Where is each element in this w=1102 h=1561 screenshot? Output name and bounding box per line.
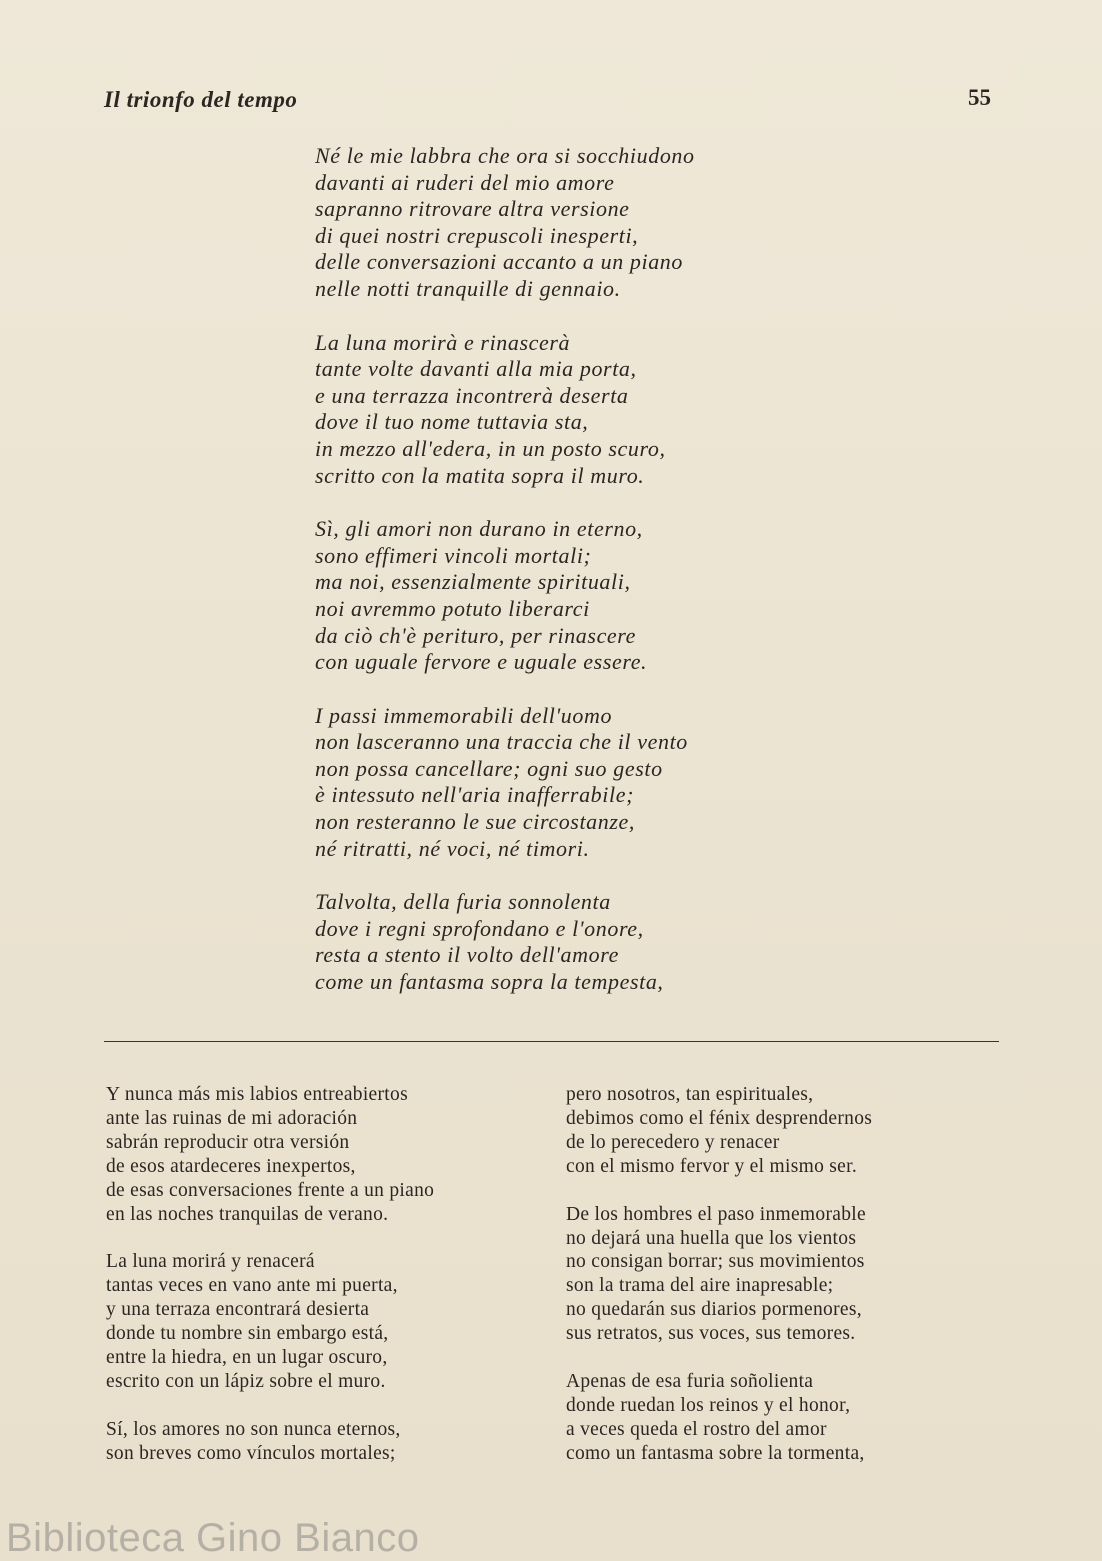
spanish-line: donde ruedan los reinos y el honor,	[566, 1394, 851, 1416]
spanish-line: en las noches tranquilas de verano.	[106, 1203, 389, 1225]
spanish-line: Sí, los amores no son nunca eternos,	[106, 1418, 401, 1440]
spanish-line: son breves como vínculos mortales;	[106, 1442, 396, 1464]
italian-line: sono effimeri vincoli mortali;	[315, 542, 592, 568]
italian-line: è intessuto nell'aria inafferrabile;	[315, 782, 634, 808]
italian-line: nelle notti tranquille di gennaio.	[315, 275, 621, 301]
spanish-translation-left-column	[106, 1083, 546, 1490]
italian-line: La luna morirà e rinascerà	[315, 329, 571, 355]
italian-line: non resteranno le sue circostanze,	[315, 809, 635, 835]
italian-line: Talvolta, della furia sonnolenta	[315, 889, 611, 915]
italian-line: noi avremmo potuto liberarci	[315, 595, 590, 621]
divider-rule	[104, 1041, 999, 1042]
spanish-line: de esos atardeceres inexpertos,	[106, 1155, 356, 1177]
italian-line: Né le mie labbra che ora si socchiudono	[315, 143, 695, 168]
spanish-line: con el mismo fervor y el mismo ser.	[566, 1155, 858, 1177]
italian-line: non lasceranno una traccia che il vento	[315, 729, 688, 755]
italian-line: di quei nostri crepuscoli inesperti,	[315, 222, 639, 248]
italian-line: Sì, gli amori non durano in eterno,	[315, 516, 643, 542]
spanish-stanza	[106, 1418, 546, 1466]
italian-line: non possa cancellare; ogni suo gesto	[315, 755, 663, 781]
italian-line: davanti ai ruderi del mio amore	[315, 169, 615, 195]
spanish-line: de lo perecedero y renacer	[566, 1131, 780, 1153]
spanish-translation-right-column	[566, 1083, 1006, 1490]
spanish-line: de esas conversaciones frente a un piano	[106, 1179, 435, 1201]
spanish-line: tantas veces en vano ante mi puerta,	[106, 1275, 398, 1297]
italian-line: come un fantasma sopra la tempesta,	[315, 969, 664, 995]
spanish-line: debimos como el fénix desprendernos	[566, 1107, 873, 1129]
spanish-stanza	[566, 1083, 1006, 1179]
running-title: Il trionfo del tempo	[104, 87, 298, 112]
italian-line: dove il tuo nome tuttavia sta,	[315, 409, 589, 435]
spanish-line: Y nunca más mis labios entreabiertos	[106, 1084, 408, 1105]
spanish-line: no dejará una huella que los vientos	[566, 1227, 857, 1249]
spanish-line: son la trama del aire inapresable;	[566, 1275, 834, 1297]
spanish-stanza	[106, 1250, 546, 1393]
library-watermark: Biblioteca Gino Bianco	[6, 1516, 420, 1560]
spanish-line: como un fantasma sobre la tormenta,	[566, 1442, 865, 1464]
spanish-line: escrito con un lápiz sobre el muro.	[106, 1370, 386, 1392]
italian-line: e una terrazza incontrerà deserta	[315, 382, 629, 408]
spanish-line: donde tu nombre sin embargo está,	[106, 1323, 389, 1345]
spanish-line: pero nosotros, tan espirituales,	[566, 1084, 814, 1105]
italian-line: scritto con la matita sopra il muro.	[315, 462, 645, 488]
italian-line: resta a stento il volto dell'amore	[315, 942, 619, 968]
spanish-line: entre la hiedra, en un lugar oscuro,	[106, 1347, 388, 1369]
italian-line: tante volte davanti alla mia porta,	[315, 356, 637, 382]
page-number: 55	[968, 85, 991, 110]
italian-line: delle conversazioni accanto a un piano	[315, 249, 684, 275]
italian-stanza	[315, 703, 915, 863]
spanish-line: Apenas de esa furia soñolienta	[566, 1371, 814, 1393]
italian-line: I passi immemorabili dell'uomo	[315, 702, 613, 728]
spanish-line: sus retratos, sus voces, sus temores.	[566, 1323, 856, 1345]
spanish-stanza	[106, 1083, 546, 1226]
italian-line: con uguale fervore e uguale essere.	[315, 649, 648, 675]
italian-line: da ciò ch'è perituro, per rinascere	[315, 622, 637, 648]
italian-line: dove i regni sprofondano e l'onore,	[315, 915, 644, 941]
italian-stanza	[315, 330, 915, 490]
spanish-line: y una terraza encontrará desierta	[106, 1299, 370, 1321]
italian-line: sapranno ritrovare altra versione	[315, 196, 630, 222]
spanish-line: no quedarán sus diarios pormenores,	[566, 1299, 862, 1321]
italian-poem	[315, 143, 915, 1023]
spanish-stanza	[566, 1370, 1006, 1466]
spanish-line: ante las ruinas de mi adoración	[106, 1107, 358, 1129]
italian-stanza	[315, 889, 915, 995]
spanish-stanza	[566, 1203, 1006, 1346]
spanish-line: no consigan borrar; sus movimientos	[566, 1251, 865, 1273]
italian-stanza	[315, 143, 915, 303]
italian-line: né ritratti, né voci, né timori.	[315, 835, 590, 861]
italian-line: ma noi, essenzialmente spirituali,	[315, 569, 631, 595]
italian-line: in mezzo all'edera, in un posto scuro,	[315, 435, 666, 461]
spanish-line: sabrán reproducir otra versión	[106, 1131, 350, 1153]
spanish-line: De los hombres el paso inmemorable	[566, 1203, 866, 1225]
spanish-line: La luna morirá y renacerá	[106, 1251, 315, 1273]
italian-stanza	[315, 516, 915, 676]
spanish-line: a veces queda el rostro del amor	[566, 1418, 827, 1440]
